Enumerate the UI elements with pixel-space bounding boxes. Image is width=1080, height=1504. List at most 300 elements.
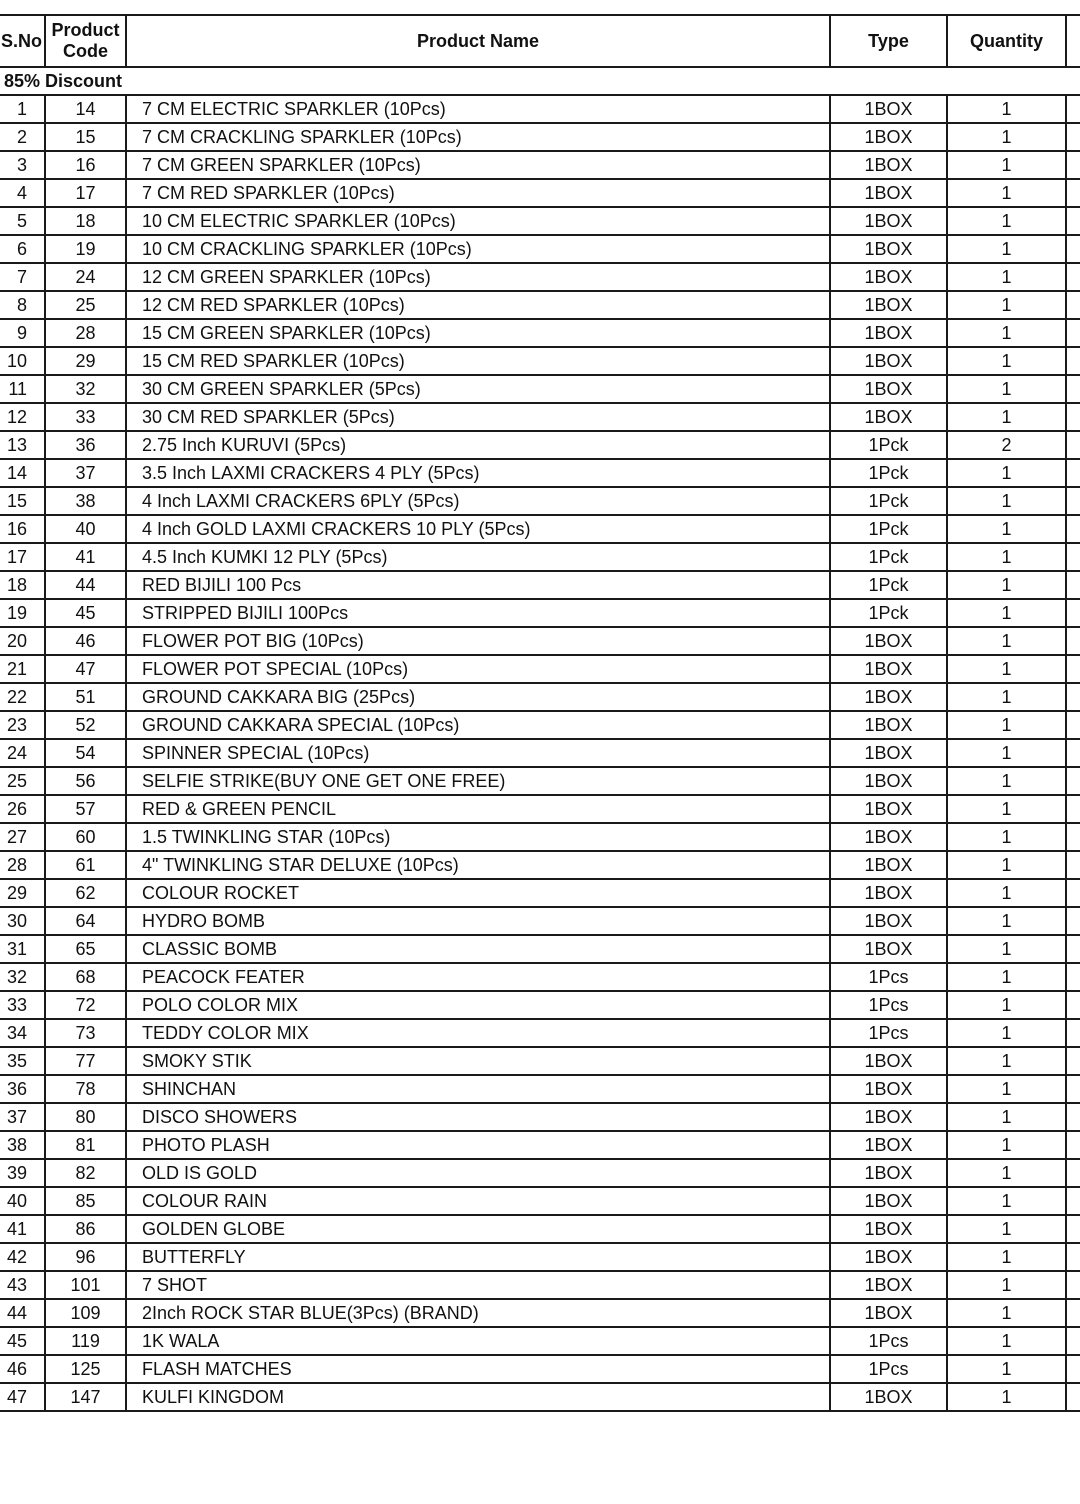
row-type: 1BOX — [830, 207, 947, 235]
row-quantity: 1 — [947, 263, 1066, 291]
header-extra — [1066, 15, 1080, 67]
table-row — [0, 907, 1080, 935]
row-extra — [1066, 1355, 1080, 1383]
header-row — [0, 15, 1080, 67]
row-product-name: 15 CM RED SPARKLER (10Pcs) — [126, 347, 830, 375]
order-table — [0, 14, 1080, 1412]
row-quantity: 1 — [947, 739, 1066, 767]
row-extra — [1066, 375, 1080, 403]
row-type: 1BOX — [830, 347, 947, 375]
row-sno: 25 — [0, 767, 45, 795]
row-product-name: STRIPPED BIJILI 100Pcs — [126, 599, 830, 627]
row-quantity: 1 — [947, 571, 1066, 599]
row-extra — [1066, 795, 1080, 823]
table-row — [0, 151, 1080, 179]
row-type: 1BOX — [830, 795, 947, 823]
row-product-code: 15 — [45, 123, 126, 151]
table-row — [0, 431, 1080, 459]
row-sno: 29 — [0, 879, 45, 907]
row-extra — [1066, 1243, 1080, 1271]
table-row — [0, 1383, 1080, 1411]
row-product-name: 1.5 TWINKLING STAR (10Pcs) — [126, 823, 830, 851]
row-product-name: TEDDY COLOR MIX — [126, 1019, 830, 1047]
row-quantity: 1 — [947, 1271, 1066, 1299]
row-product-code: 81 — [45, 1131, 126, 1159]
row-extra — [1066, 907, 1080, 935]
row-product-name: POLO COLOR MIX — [126, 991, 830, 1019]
row-extra — [1066, 347, 1080, 375]
row-extra — [1066, 1299, 1080, 1327]
row-product-code: 80 — [45, 1103, 126, 1131]
table-row — [0, 1299, 1080, 1327]
row-product-code: 68 — [45, 963, 126, 991]
row-quantity: 1 — [947, 1103, 1066, 1131]
row-quantity: 1 — [947, 627, 1066, 655]
row-product-name: 1K WALA — [126, 1327, 830, 1355]
row-quantity: 1 — [947, 207, 1066, 235]
table-row — [0, 207, 1080, 235]
row-sno: 12 — [0, 403, 45, 431]
row-sno: 16 — [0, 515, 45, 543]
row-product-name: SPINNER SPECIAL (10Pcs) — [126, 739, 830, 767]
row-product-code: 40 — [45, 515, 126, 543]
table-row — [0, 459, 1080, 487]
row-sno: 10 — [0, 347, 45, 375]
row-product-name: 10 CM ELECTRIC SPARKLER (10Pcs) — [126, 207, 830, 235]
row-quantity: 1 — [947, 487, 1066, 515]
row-product-name: 7 CM GREEN SPARKLER (10Pcs) — [126, 151, 830, 179]
row-extra — [1066, 1075, 1080, 1103]
row-product-code: 86 — [45, 1215, 126, 1243]
row-quantity: 1 — [947, 179, 1066, 207]
row-quantity: 1 — [947, 935, 1066, 963]
row-sno: 18 — [0, 571, 45, 599]
table-row — [0, 543, 1080, 571]
row-extra — [1066, 599, 1080, 627]
table-row — [0, 1215, 1080, 1243]
row-product-name: RED BIJILI 100 Pcs — [126, 571, 830, 599]
row-type: 1Pck — [830, 459, 947, 487]
row-product-code: 65 — [45, 935, 126, 963]
row-quantity: 1 — [947, 459, 1066, 487]
row-quantity: 1 — [947, 123, 1066, 151]
row-product-name: GROUND CAKKARA SPECIAL (10Pcs) — [126, 711, 830, 739]
row-quantity: 1 — [947, 151, 1066, 179]
table-row — [0, 655, 1080, 683]
row-sno: 19 — [0, 599, 45, 627]
row-product-code: 56 — [45, 767, 126, 795]
row-product-name: 12 CM RED SPARKLER (10Pcs) — [126, 291, 830, 319]
row-type: 1BOX — [830, 683, 947, 711]
header-quantity: Quantity — [947, 15, 1066, 67]
row-extra — [1066, 151, 1080, 179]
row-product-code: 41 — [45, 543, 126, 571]
row-quantity: 1 — [947, 655, 1066, 683]
row-sno: 20 — [0, 627, 45, 655]
row-quantity: 1 — [947, 1243, 1066, 1271]
row-product-name: PEACOCK FEATER — [126, 963, 830, 991]
table-row — [0, 375, 1080, 403]
table-row — [0, 1019, 1080, 1047]
row-quantity: 1 — [947, 711, 1066, 739]
row-sno: 38 — [0, 1131, 45, 1159]
row-product-name: 30 CM RED SPARKLER (5Pcs) — [126, 403, 830, 431]
row-product-code: 14 — [45, 95, 126, 123]
row-extra — [1066, 1271, 1080, 1299]
row-type: 1BOX — [830, 1131, 947, 1159]
row-type: 1BOX — [830, 711, 947, 739]
row-sno: 47 — [0, 1383, 45, 1411]
row-sno: 8 — [0, 291, 45, 319]
table-row — [0, 627, 1080, 655]
table-row — [0, 235, 1080, 263]
row-type: 1BOX — [830, 179, 947, 207]
row-sno: 27 — [0, 823, 45, 851]
row-sno: 46 — [0, 1355, 45, 1383]
row-sno: 34 — [0, 1019, 45, 1047]
row-product-name: FLASH MATCHES — [126, 1355, 830, 1383]
header-product-code — [45, 15, 126, 67]
row-sno: 41 — [0, 1215, 45, 1243]
row-product-code: 119 — [45, 1327, 126, 1355]
row-sno: 39 — [0, 1159, 45, 1187]
row-type: 1BOX — [830, 879, 947, 907]
row-extra — [1066, 179, 1080, 207]
row-extra — [1066, 627, 1080, 655]
row-product-code: 45 — [45, 599, 126, 627]
row-type: 1BOX — [830, 123, 947, 151]
row-product-name: 12 CM GREEN SPARKLER (10Pcs) — [126, 263, 830, 291]
row-sno: 22 — [0, 683, 45, 711]
table-row — [0, 1327, 1080, 1355]
row-product-code: 109 — [45, 1299, 126, 1327]
row-extra — [1066, 739, 1080, 767]
row-extra — [1066, 823, 1080, 851]
row-sno: 9 — [0, 319, 45, 347]
table-row — [0, 599, 1080, 627]
row-extra — [1066, 767, 1080, 795]
row-sno: 24 — [0, 739, 45, 767]
table-row — [0, 711, 1080, 739]
row-type: 1BOX — [830, 1187, 947, 1215]
row-quantity: 1 — [947, 907, 1066, 935]
row-sno: 28 — [0, 851, 45, 879]
row-sno: 5 — [0, 207, 45, 235]
table-row — [0, 795, 1080, 823]
row-product-name: 30 CM GREEN SPARKLER (5Pcs) — [126, 375, 830, 403]
row-product-code: 78 — [45, 1075, 126, 1103]
row-quantity: 1 — [947, 347, 1066, 375]
row-product-name: 4.5 Inch KUMKI 12 PLY (5Pcs) — [126, 543, 830, 571]
row-quantity: 1 — [947, 319, 1066, 347]
row-product-code: 36 — [45, 431, 126, 459]
table-row — [0, 263, 1080, 291]
row-extra — [1066, 711, 1080, 739]
row-extra — [1066, 291, 1080, 319]
table-row — [0, 739, 1080, 767]
row-sno: 1 — [0, 95, 45, 123]
row-product-name: 4 Inch GOLD LAXMI CRACKERS 10 PLY (5Pcs) — [126, 515, 830, 543]
row-product-code: 25 — [45, 291, 126, 319]
row-type: 1BOX — [830, 767, 947, 795]
row-sno: 6 — [0, 235, 45, 263]
row-quantity: 2 — [947, 431, 1066, 459]
row-product-name: COLOUR RAIN — [126, 1187, 830, 1215]
row-product-name: DISCO SHOWERS — [126, 1103, 830, 1131]
row-product-name: 4" TWINKLING STAR DELUXE (10Pcs) — [126, 851, 830, 879]
row-product-code: 29 — [45, 347, 126, 375]
row-sno: 43 — [0, 1271, 45, 1299]
table-row — [0, 1159, 1080, 1187]
table-row — [0, 403, 1080, 431]
row-product-code: 24 — [45, 263, 126, 291]
row-extra — [1066, 95, 1080, 123]
row-extra — [1066, 1019, 1080, 1047]
row-product-name: SHINCHAN — [126, 1075, 830, 1103]
row-quantity: 1 — [947, 823, 1066, 851]
table-row — [0, 1103, 1080, 1131]
row-type: 1Pck — [830, 431, 947, 459]
table-row — [0, 935, 1080, 963]
row-extra — [1066, 1159, 1080, 1187]
row-product-code: 61 — [45, 851, 126, 879]
section-row — [0, 67, 1080, 95]
row-type: 1BOX — [830, 151, 947, 179]
row-product-code: 33 — [45, 403, 126, 431]
row-sno: 17 — [0, 543, 45, 571]
row-sno: 36 — [0, 1075, 45, 1103]
row-quantity: 1 — [947, 375, 1066, 403]
row-sno: 31 — [0, 935, 45, 963]
row-product-code: 46 — [45, 627, 126, 655]
table-row — [0, 487, 1080, 515]
row-extra — [1066, 123, 1080, 151]
table-row — [0, 1187, 1080, 1215]
row-extra — [1066, 431, 1080, 459]
row-extra — [1066, 515, 1080, 543]
row-type: 1BOX — [830, 263, 947, 291]
row-product-name: COLOUR ROCKET — [126, 879, 830, 907]
table-row — [0, 95, 1080, 123]
row-quantity: 1 — [947, 515, 1066, 543]
row-product-code: 28 — [45, 319, 126, 347]
header-sno: S.No — [0, 15, 45, 67]
row-extra — [1066, 207, 1080, 235]
row-extra — [1066, 571, 1080, 599]
row-quantity: 1 — [947, 291, 1066, 319]
row-product-code: 64 — [45, 907, 126, 935]
row-quantity: 1 — [947, 1047, 1066, 1075]
row-product-code: 77 — [45, 1047, 126, 1075]
row-product-code: 19 — [45, 235, 126, 263]
table-row — [0, 879, 1080, 907]
row-quantity: 1 — [947, 795, 1066, 823]
row-product-code: 85 — [45, 1187, 126, 1215]
row-extra — [1066, 655, 1080, 683]
row-product-name: OLD IS GOLD — [126, 1159, 830, 1187]
row-product-code: 32 — [45, 375, 126, 403]
row-sno: 21 — [0, 655, 45, 683]
row-type: 1BOX — [830, 375, 947, 403]
row-quantity: 1 — [947, 95, 1066, 123]
row-product-code: 38 — [45, 487, 126, 515]
table-row — [0, 347, 1080, 375]
row-product-name: CLASSIC BOMB — [126, 935, 830, 963]
row-product-code: 44 — [45, 571, 126, 599]
row-type: 1BOX — [830, 1047, 947, 1075]
row-extra — [1066, 963, 1080, 991]
row-quantity: 1 — [947, 963, 1066, 991]
table-row — [0, 963, 1080, 991]
row-product-name: FLOWER POT SPECIAL (10Pcs) — [126, 655, 830, 683]
row-product-code: 72 — [45, 991, 126, 1019]
row-type: 1BOX — [830, 1243, 947, 1271]
row-quantity: 1 — [947, 991, 1066, 1019]
row-product-code: 52 — [45, 711, 126, 739]
row-product-name: 7 CM ELECTRIC SPARKLER (10Pcs) — [126, 95, 830, 123]
row-product-name: GOLDEN GLOBE — [126, 1215, 830, 1243]
table-row — [0, 1047, 1080, 1075]
row-type: 1BOX — [830, 1215, 947, 1243]
row-quantity: 1 — [947, 1131, 1066, 1159]
table-header — [0, 15, 1080, 67]
row-extra — [1066, 235, 1080, 263]
table-row — [0, 1271, 1080, 1299]
table-row — [0, 683, 1080, 711]
row-product-code: 101 — [45, 1271, 126, 1299]
row-sno: 23 — [0, 711, 45, 739]
row-extra — [1066, 1187, 1080, 1215]
row-sno: 14 — [0, 459, 45, 487]
row-extra — [1066, 1047, 1080, 1075]
table-row — [0, 515, 1080, 543]
table-row — [0, 1355, 1080, 1383]
row-quantity: 1 — [947, 683, 1066, 711]
row-sno: 7 — [0, 263, 45, 291]
row-sno: 42 — [0, 1243, 45, 1271]
row-product-name: 4 Inch LAXMI CRACKERS 6PLY (5Pcs) — [126, 487, 830, 515]
row-type: 1Pcs — [830, 963, 947, 991]
row-sno: 3 — [0, 151, 45, 179]
row-product-name: SELFIE STRIKE(BUY ONE GET ONE FREE) — [126, 767, 830, 795]
row-sno: 26 — [0, 795, 45, 823]
row-product-code: 47 — [45, 655, 126, 683]
row-type: 1Pcs — [830, 1019, 947, 1047]
row-extra — [1066, 1327, 1080, 1355]
section-title: 85% Discount — [0, 67, 1080, 95]
row-product-name: PHOTO PLASH — [126, 1131, 830, 1159]
table-row — [0, 291, 1080, 319]
row-quantity: 1 — [947, 1019, 1066, 1047]
table-row — [0, 123, 1080, 151]
row-type: 1BOX — [830, 1159, 947, 1187]
table-row — [0, 1243, 1080, 1271]
row-quantity: 1 — [947, 851, 1066, 879]
row-sno: 13 — [0, 431, 45, 459]
row-type: 1Pck — [830, 599, 947, 627]
row-extra — [1066, 319, 1080, 347]
row-sno: 4 — [0, 179, 45, 207]
row-extra — [1066, 991, 1080, 1019]
row-product-name: GROUND CAKKARA BIG (25Pcs) — [126, 683, 830, 711]
row-type: 1BOX — [830, 655, 947, 683]
row-product-name: 2.75 Inch KURUVI (5Pcs) — [126, 431, 830, 459]
row-type: 1BOX — [830, 739, 947, 767]
row-product-code: 62 — [45, 879, 126, 907]
row-product-code: 125 — [45, 1355, 126, 1383]
row-extra — [1066, 879, 1080, 907]
row-quantity: 1 — [947, 1215, 1066, 1243]
row-product-code: 82 — [45, 1159, 126, 1187]
row-quantity: 1 — [947, 1075, 1066, 1103]
row-sno: 11 — [0, 375, 45, 403]
table-row — [0, 179, 1080, 207]
row-product-code: 57 — [45, 795, 126, 823]
row-type: 1BOX — [830, 1383, 947, 1411]
row-product-code: 16 — [45, 151, 126, 179]
row-product-code: 18 — [45, 207, 126, 235]
row-type: 1BOX — [830, 823, 947, 851]
row-type: 1Pcs — [830, 1355, 947, 1383]
row-type: 1BOX — [830, 235, 947, 263]
row-quantity: 1 — [947, 543, 1066, 571]
row-product-name: 15 CM GREEN SPARKLER (10Pcs) — [126, 319, 830, 347]
row-product-code: 51 — [45, 683, 126, 711]
row-quantity: 1 — [947, 879, 1066, 907]
row-product-code: 37 — [45, 459, 126, 487]
row-type: 1BOX — [830, 907, 947, 935]
row-product-name: SMOKY STIK — [126, 1047, 830, 1075]
row-quantity: 1 — [947, 1187, 1066, 1215]
row-product-name: 2Inch ROCK STAR BLUE(3Pcs) (BRAND) — [126, 1299, 830, 1327]
row-product-code: 147 — [45, 1383, 126, 1411]
row-product-code: 54 — [45, 739, 126, 767]
row-type: 1BOX — [830, 1103, 947, 1131]
row-quantity: 1 — [947, 599, 1066, 627]
row-quantity: 1 — [947, 235, 1066, 263]
row-product-name: KULFI KINGDOM — [126, 1383, 830, 1411]
row-sno: 32 — [0, 963, 45, 991]
row-type: 1BOX — [830, 851, 947, 879]
header-type: Type — [830, 15, 947, 67]
table-row — [0, 991, 1080, 1019]
row-sno: 33 — [0, 991, 45, 1019]
table-row — [0, 319, 1080, 347]
row-product-name: BUTTERFLY — [126, 1243, 830, 1271]
table-row — [0, 767, 1080, 795]
row-quantity: 1 — [947, 1299, 1066, 1327]
row-type: 1BOX — [830, 403, 947, 431]
row-type: 1Pcs — [830, 991, 947, 1019]
row-type: 1BOX — [830, 319, 947, 347]
header-product-name: Product Name — [126, 15, 830, 67]
row-extra — [1066, 543, 1080, 571]
row-sno: 44 — [0, 1299, 45, 1327]
table-row — [0, 851, 1080, 879]
row-sno: 45 — [0, 1327, 45, 1355]
row-quantity: 1 — [947, 1159, 1066, 1187]
row-extra — [1066, 487, 1080, 515]
row-product-name: HYDRO BOMB — [126, 907, 830, 935]
row-type: 1BOX — [830, 627, 947, 655]
row-product-name: 7 CM CRACKLING SPARKLER (10Pcs) — [126, 123, 830, 151]
row-type: 1BOX — [830, 95, 947, 123]
row-extra — [1066, 851, 1080, 879]
row-product-name: 3.5 Inch LAXMI CRACKERS 4 PLY (5Pcs) — [126, 459, 830, 487]
row-quantity: 1 — [947, 1355, 1066, 1383]
row-extra — [1066, 1383, 1080, 1411]
table-body — [0, 67, 1080, 1411]
